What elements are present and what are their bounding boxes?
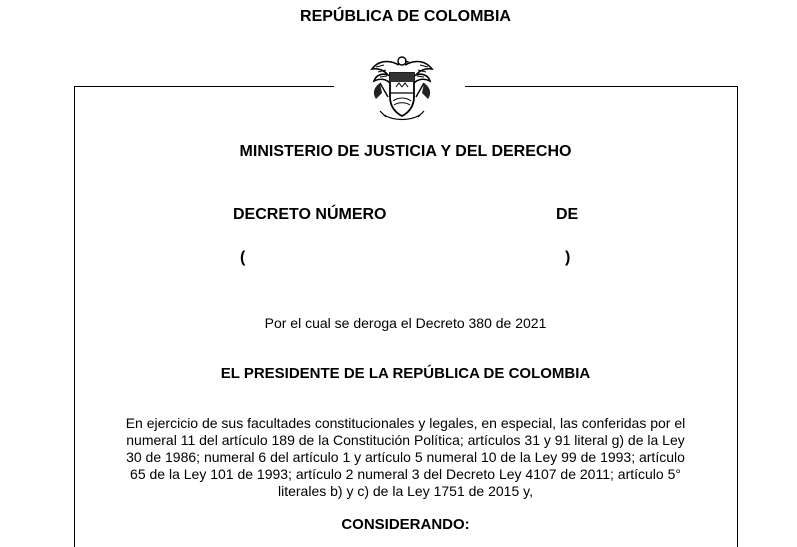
issuer-title: EL PRESIDENTE DE LA REPÚBLICA DE COLOMBIA xyxy=(220,365,591,382)
preamble-line: 65 de la Ley 101 de 1993; artículo 2 numeral 3 del Decreto Ley 4107 de 2011; artículo 5° xyxy=(130,466,681,482)
preamble-line: literales b) y c) de la Ley 1751 de 2015 y, xyxy=(277,483,533,499)
preamble-line: numeral 11 del artículo 189 de la Constitución Política; artículos 31 y 91 literal g) de la Ley xyxy=(126,432,685,448)
opening-parenthesis: ( xyxy=(240,249,246,266)
preamble-line: 30 de 1986; numeral 6 del artículo 1 y artículo 5 numeral 10 de la Ley 99 de 1993; artículo xyxy=(126,449,685,465)
preamble-paragraph xyxy=(108,415,703,500)
considerando-heading: CONSIDERANDO: xyxy=(341,516,470,533)
ministry-title: MINISTERIO DE JUSTICIA Y DEL DERECHO xyxy=(239,143,572,160)
country-title: REPÚBLICA DE COLOMBIA xyxy=(300,8,511,25)
decree-date-label: DE xyxy=(556,206,579,223)
closing-parenthesis: ) xyxy=(565,249,571,266)
frame-top-right-line xyxy=(465,86,738,87)
colombia-coat-of-arms-icon xyxy=(366,53,438,123)
frame-top-left-line xyxy=(74,86,334,87)
preamble-line: En ejercicio de sus facultades constitucionales y legales, en especial, las conferidas por el xyxy=(125,415,686,431)
decree-number-label: DECRETO NÚMERO xyxy=(233,206,387,223)
decree-subject: Por el cual se deroga el Decreto 380 de 2021 xyxy=(264,315,547,331)
